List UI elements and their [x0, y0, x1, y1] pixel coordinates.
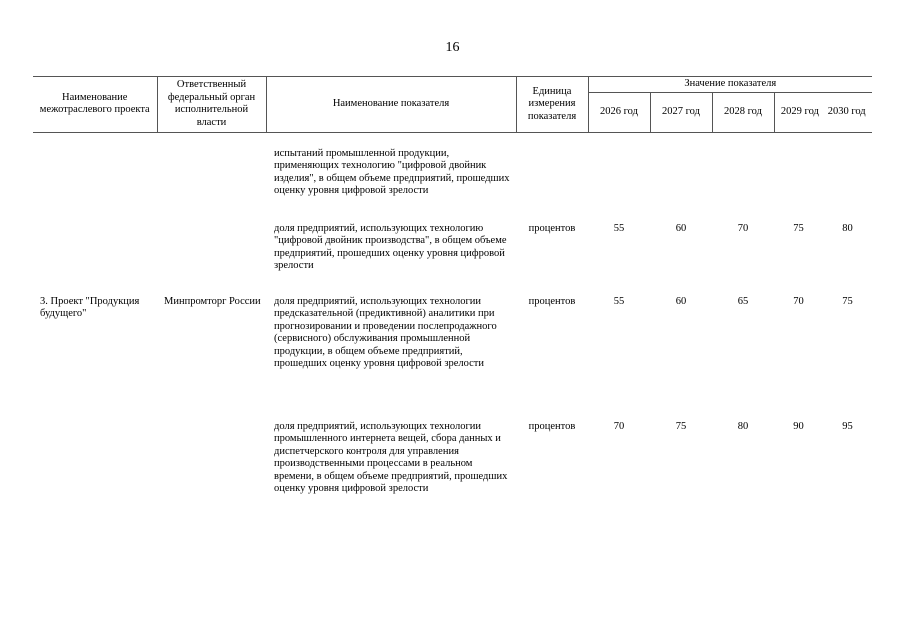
value-2029: 75 — [793, 222, 804, 234]
table-row — [33, 216, 872, 290]
value-2030: 95 — [842, 420, 853, 432]
value-2026: 70 — [613, 420, 625, 432]
table-row — [33, 290, 872, 414]
value-2027: 60 — [675, 295, 687, 307]
header-year-2028: 2028 год — [712, 92, 774, 132]
header-values: Значение показателя — [588, 77, 872, 93]
indicator-name: испытаний промышленной продукции, применяющих технологию "цифровой двойник изделия", в общем объеме предприятий, прошедших оценку уровня цифровой зрелости — [274, 147, 510, 196]
value-2029: 70 — [793, 295, 804, 307]
value-2028: 65 — [737, 295, 749, 307]
indicator-name: доля предприятий, использующих технологии предсказательной (предиктивной) аналитики при прогнозировании и проведении послепродажного (сервисного) обслуживания промышленной продукции, в общем объеме предприятий, прошедших оценку уровня цифровой зрелости — [274, 295, 497, 369]
header-project: Наименование межотраслевого проекта — [33, 77, 157, 133]
header-year-2030: 2030 год — [827, 105, 866, 117]
page-number: 16 — [445, 40, 460, 55]
table-row — [33, 414, 872, 496]
project-name: 3. Проект "Продукция будущего" — [40, 295, 140, 319]
header-year-2026: 2026 год — [588, 92, 650, 132]
value-2028: 80 — [737, 420, 749, 432]
table-header — [33, 77, 872, 133]
value-2030: 80 — [842, 222, 853, 234]
header-year-2027: 2027 год — [650, 92, 712, 132]
header-year-2029: 2029 год — [780, 105, 819, 117]
value-2028: 70 — [737, 222, 749, 234]
header-authority: Ответственный федеральный орган исполнительной власти — [157, 77, 266, 133]
header-indicator: Наименование показателя — [266, 77, 516, 133]
indicator-name: доля предприятий, использующих технологию "цифровой двойник производства", в общем объеме предприятий, прошедших оценку уровня цифровой зрелости — [274, 222, 507, 271]
value-2026: 55 — [613, 295, 625, 307]
value-2030: 75 — [842, 295, 853, 307]
value-2026: 55 — [613, 222, 625, 234]
unit-cell: процентов — [528, 295, 576, 307]
indicators-table — [33, 76, 872, 496]
value-2029: 90 — [793, 420, 804, 432]
value-2027: 60 — [675, 222, 687, 234]
indicator-name: доля предприятий, использующих технологии промышленного интернета вещей, сбора данных и диспетчерского контроля для управления производственными процессами в реальном времени, в общем объеме предприятий, прошедших оценку уровня цифровой зрелости — [274, 420, 508, 494]
table-row — [33, 132, 872, 216]
value-2027: 75 — [675, 420, 687, 432]
unit-cell: процентов — [528, 420, 576, 432]
unit-cell: процентов — [528, 222, 576, 234]
header-year-2029-2030 — [774, 92, 872, 132]
header-unit: Единица измерения показателя — [516, 77, 588, 133]
responsible-authority: Минпромторг России — [164, 295, 261, 307]
